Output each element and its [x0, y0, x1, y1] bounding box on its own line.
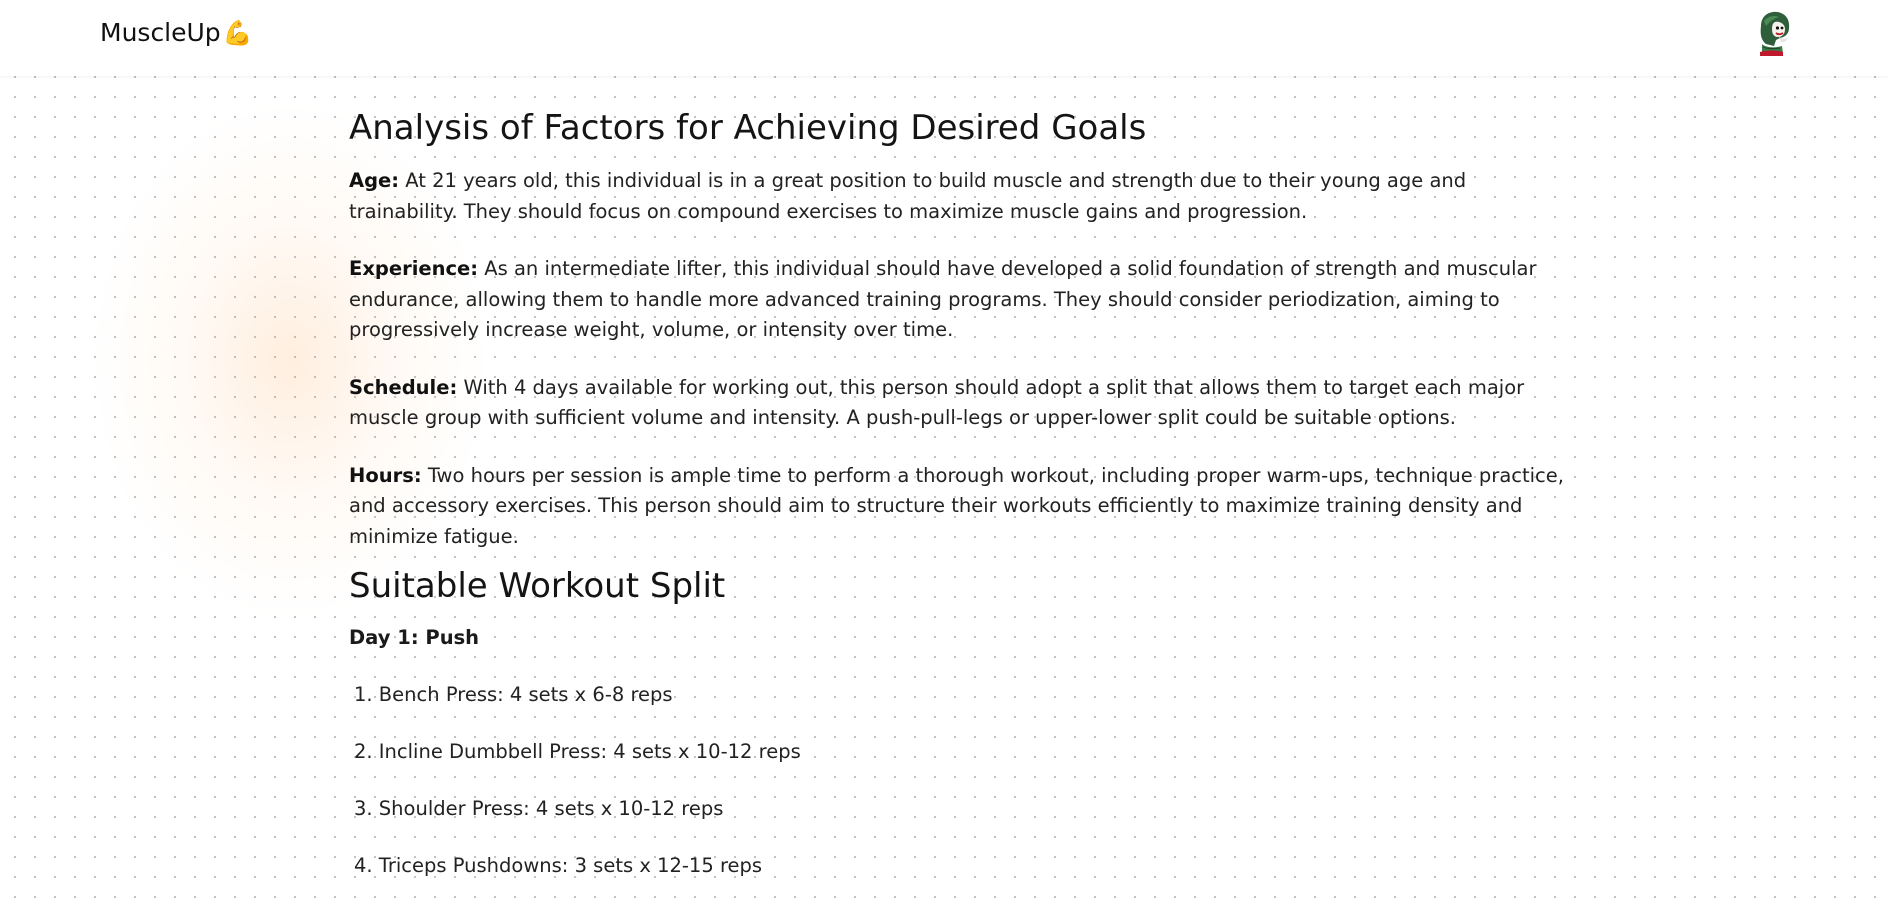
- analysis-content: [349, 104, 1564, 908]
- factor-schedule: [349, 373, 1564, 434]
- factor-schedule-text: With 4 days available for working out, this person should adopt a split that allows them to target each major muscle group with sufficient volume and intensity. A push-pull-legs or upper-lower split could be suitable options.: [349, 375, 1525, 429]
- factor-experience: [349, 254, 1564, 346]
- exercise-item: 4. Triceps Pushdowns: 3 sets x 12-15 reps: [354, 854, 763, 877]
- factor-experience-label: Experience:: [349, 257, 479, 280]
- factor-age-text: At 21 years old, this individual is in a great position to build muscle and strength due to their young age and trainability. They should focus on compound exercises to maximize muscle gains and progression.: [349, 169, 1467, 223]
- brand-name: MuscleUp: [100, 18, 221, 47]
- exercise-item: 3. Shoulder Press: 4 sets x 10-12 reps: [354, 797, 724, 820]
- factor-age-label: Age:: [349, 169, 400, 192]
- factor-age: [349, 166, 1564, 227]
- factor-hours-text: Two hours per session is ample time to perform a thorough workout, including proper warm-ups, technique practice, and accessory exercises. This person should aim to structure their workouts efficiently to maximize training density and minimize fatigue.: [349, 463, 1564, 548]
- factor-schedule-label: Schedule:: [349, 375, 458, 399]
- day-1-exercise-list: [349, 680, 1564, 881]
- flexed-biceps-icon: 💪: [222, 18, 253, 47]
- top-navbar: [0, 0, 1888, 76]
- factor-hours-label: Hours:: [349, 463, 422, 487]
- exercise-item: 1. Bench Press: 4 sets x 6-8 reps: [354, 683, 673, 706]
- user-avatar-icon[interactable]: [1752, 10, 1796, 58]
- day-1-title: Day 1: Push: [349, 626, 480, 649]
- avatar-image: [1752, 10, 1796, 58]
- exercise-item: 2. Incline Dumbbell Press: 4 sets x 10-12 reps: [354, 740, 801, 763]
- factor-experience-text: As an intermediate lifter, this individual should have developed a solid foundation of strength and muscular endurance, allowing them to handle more advanced training programs. They should consider periodization, aiming to progressively increase weight, volume, or intensity over time.: [349, 257, 1537, 341]
- split-title: Suitable Workout Split: [349, 566, 726, 606]
- brand-logo[interactable]: [100, 18, 253, 47]
- analysis-title: Analysis of Factors for Achieving Desired Goals: [349, 108, 1147, 148]
- factor-hours: [349, 461, 1564, 553]
